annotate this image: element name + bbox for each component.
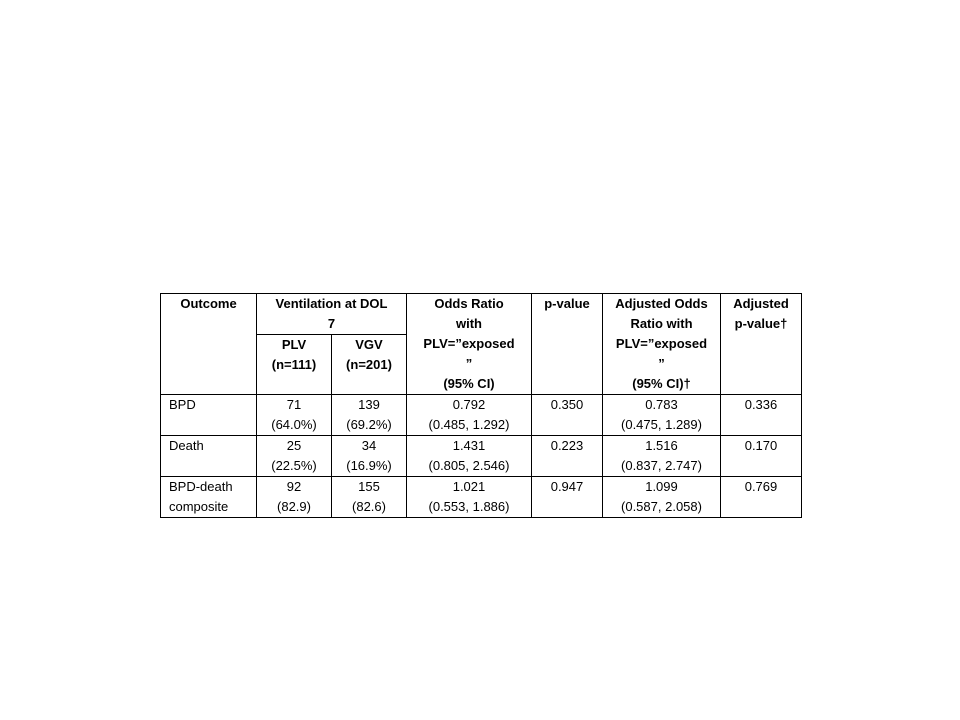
ventilation-header-line2: 7: [327, 316, 336, 331]
adjusted-p-value: 0.769: [744, 479, 778, 494]
outcome-cell: [161, 395, 257, 436]
p-value-cell: [532, 436, 603, 477]
odds-ratio-value: 1.021: [452, 479, 486, 494]
adjusted-p-value: 0.170: [744, 438, 778, 453]
p-value-header-text: p-value: [544, 296, 590, 311]
odds-ratio-header-line3: PLV=”exposed: [423, 336, 515, 351]
plv-header-line2: (n=111): [271, 357, 317, 373]
header-row: [161, 294, 802, 335]
vgv-percent: (82.6): [352, 499, 386, 514]
plv-count: 71: [286, 397, 302, 412]
adjusted-odds-ratio-value: 1.099: [645, 479, 678, 494]
plv-header: [257, 335, 332, 395]
adjusted-p-value: 0.336: [744, 397, 778, 412]
adjusted-odds-ratio-cell: [603, 436, 721, 477]
odds-ratio-ci: (0.553, 1.886): [428, 499, 510, 514]
odds-ratio-header-line1: Odds Ratio: [434, 296, 504, 311]
outcome-label: BPD: [169, 397, 196, 412]
outcome-cell: [161, 436, 257, 477]
odds-ratio-value: 0.792: [452, 397, 486, 412]
outcome-label: Death: [169, 438, 204, 453]
vgv-header-line1: VGV: [355, 337, 383, 353]
table-row: [161, 395, 802, 436]
odds-ratio-cell: [407, 395, 532, 436]
adjusted-odds-ratio-ci: (0.837, 2.747): [621, 458, 702, 473]
table-row: [161, 436, 802, 477]
vgv-count: 139: [358, 397, 380, 412]
vgv-header-line2: (n=201): [346, 357, 392, 373]
odds-ratio-header-line2: with: [456, 316, 482, 331]
p-value: 0.223: [550, 438, 584, 453]
adjusted-odds-ratio-header-line4: ”: [658, 356, 665, 371]
vgv-cell: [332, 436, 407, 477]
adjusted-odds-ratio-header: [603, 294, 721, 395]
p-value-cell: [532, 477, 603, 518]
odds-ratio-header-line4: ”: [465, 356, 473, 371]
ventilation-header: [257, 294, 407, 335]
plv-cell: [257, 395, 332, 436]
results-table: [160, 293, 802, 518]
plv-header-line1: PLV: [281, 337, 307, 353]
adjusted-p-value-cell: [721, 395, 802, 436]
adjusted-odds-ratio-header-line1: Adjusted Odds: [615, 296, 708, 311]
p-value-cell: [532, 395, 603, 436]
adjusted-p-value-header-line1: Adjusted: [733, 296, 789, 311]
vgv-cell: [332, 395, 407, 436]
odds-ratio-header-line5: (95% CI): [443, 376, 495, 391]
plv-count: 25: [286, 438, 302, 453]
odds-ratio-cell: [407, 436, 532, 477]
adjusted-p-value-cell: [721, 477, 802, 518]
plv-percent: (82.9): [277, 499, 311, 514]
adjusted-odds-ratio-header-line3: PLV=”exposed: [615, 336, 708, 351]
outcome-header: [161, 294, 257, 395]
adjusted-odds-ratio-cell: [603, 395, 721, 436]
outcome-label: BPD-death: [169, 479, 233, 494]
plv-cell: [257, 436, 332, 477]
adjusted-odds-ratio-ci: (0.587, 2.058): [621, 499, 702, 514]
vgv-percent: (16.9%): [346, 458, 392, 473]
adjusted-odds-ratio-cell: [603, 477, 721, 518]
adjusted-p-value-cell: [721, 436, 802, 477]
plv-count: 92: [286, 479, 302, 494]
outcome-label-line2: composite: [169, 499, 229, 514]
vgv-percent: (69.2%): [346, 417, 392, 432]
adjusted-odds-ratio-value: 1.516: [645, 438, 678, 453]
ventilation-header-line1: Ventilation at DOL: [275, 296, 388, 311]
odds-ratio-value: 1.431: [452, 438, 486, 453]
vgv-header: [332, 335, 407, 395]
p-value: 0.350: [550, 397, 584, 412]
p-value: 0.947: [550, 479, 584, 494]
plv-percent: (64.0%): [271, 417, 317, 432]
vgv-count: 155: [358, 479, 380, 494]
outcome-cell: [161, 477, 257, 518]
adjusted-odds-ratio-header-line5: (95% CI)†: [632, 376, 691, 391]
adjusted-odds-ratio-ci: (0.475, 1.289): [621, 417, 702, 432]
adjusted-odds-ratio-value: 0.783: [645, 397, 678, 412]
adjusted-odds-ratio-header-line2: Ratio with: [630, 316, 693, 331]
vgv-count: 34: [361, 438, 377, 453]
adjusted-p-value-header-line2: p-value†: [734, 316, 788, 331]
odds-ratio-header: [407, 294, 532, 395]
plv-cell: [257, 477, 332, 518]
table-row: [161, 477, 802, 518]
odds-ratio-ci: (0.805, 2.546): [428, 458, 510, 473]
adjusted-p-value-header: [721, 294, 802, 395]
p-value-header: [532, 294, 603, 395]
vgv-cell: [332, 477, 407, 518]
plv-percent: (22.5%): [271, 458, 317, 473]
odds-ratio-cell: [407, 477, 532, 518]
outcome-header-text: Outcome: [180, 296, 237, 311]
odds-ratio-ci: (0.485, 1.292): [428, 417, 510, 432]
